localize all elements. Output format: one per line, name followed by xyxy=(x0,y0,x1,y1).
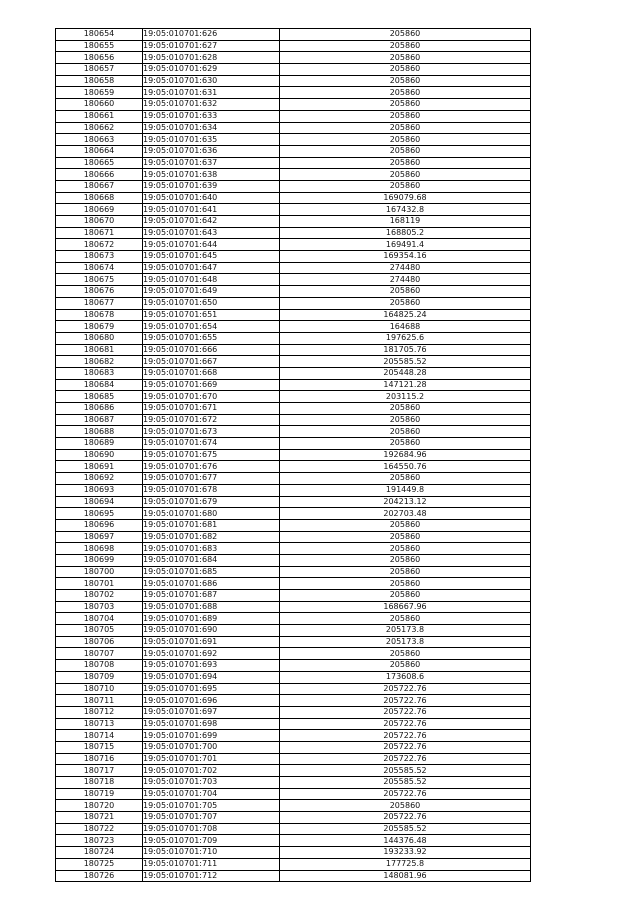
row-number-cell: 180716 xyxy=(56,753,143,765)
table-row xyxy=(56,812,531,824)
cadastral-value-cell: 205860 xyxy=(280,554,531,566)
row-number-cell: 180668 xyxy=(56,192,143,204)
cadastral-value-cell: 205860 xyxy=(280,29,531,41)
cadastral-number-cell: 19:05:010701:699 xyxy=(143,730,280,742)
table-row xyxy=(56,730,531,742)
table-row xyxy=(56,683,531,695)
cadastral-number-cell: 19:05:010701:690 xyxy=(143,625,280,637)
cadastral-number-cell: 19:05:010701:637 xyxy=(143,157,280,169)
table-row xyxy=(56,788,531,800)
cadastral-number-cell: 19:05:010701:684 xyxy=(143,554,280,566)
cadastral-value-cell: 205722.76 xyxy=(280,788,531,800)
row-number-cell: 180724 xyxy=(56,847,143,859)
cadastral-value-cell: 147121.28 xyxy=(280,379,531,391)
row-number-cell: 180672 xyxy=(56,239,143,251)
table-row xyxy=(56,835,531,847)
table-row xyxy=(56,508,531,520)
row-number-cell: 180675 xyxy=(56,274,143,286)
cadastral-value-cell: 274480 xyxy=(280,262,531,274)
row-number-cell: 180715 xyxy=(56,741,143,753)
table-row xyxy=(56,367,531,379)
cadastral-number-cell: 19:05:010701:651 xyxy=(143,309,280,321)
row-number-cell: 180680 xyxy=(56,332,143,344)
cadastral-value-cell: 205860 xyxy=(280,122,531,134)
row-number-cell: 180660 xyxy=(56,99,143,111)
row-number-cell: 180696 xyxy=(56,519,143,531)
table-row xyxy=(56,297,531,309)
table-row xyxy=(56,543,531,555)
row-number-cell: 180665 xyxy=(56,157,143,169)
table-row xyxy=(56,286,531,298)
cadastral-number-cell: 19:05:010701:700 xyxy=(143,741,280,753)
cadastral-value-cell: 164550.76 xyxy=(280,461,531,473)
cadastral-number-cell: 19:05:010701:693 xyxy=(143,660,280,672)
cadastral-value-cell: 205860 xyxy=(280,286,531,298)
row-number-cell: 180701 xyxy=(56,578,143,590)
row-number-cell: 180725 xyxy=(56,858,143,870)
table-row xyxy=(56,216,531,228)
cadastral-number-cell: 19:05:010701:707 xyxy=(143,812,280,824)
cadastral-number-cell: 19:05:010701:650 xyxy=(143,297,280,309)
cadastral-value-cell: 205860 xyxy=(280,414,531,426)
cadastral-value-cell: 205860 xyxy=(280,543,531,555)
row-number-cell: 180656 xyxy=(56,52,143,64)
cadastral-value-cell: 205860 xyxy=(280,660,531,672)
cadastral-value-cell: 205860 xyxy=(280,87,531,99)
row-number-cell: 180726 xyxy=(56,870,143,882)
table-row xyxy=(56,554,531,566)
row-number-cell: 180685 xyxy=(56,391,143,403)
cadastral-number-cell: 19:05:010701:681 xyxy=(143,519,280,531)
cadastral-number-cell: 19:05:010701:697 xyxy=(143,706,280,718)
cadastral-value-cell: 205860 xyxy=(280,473,531,485)
table-row xyxy=(56,262,531,274)
cadastral-value-cell: 205860 xyxy=(280,578,531,590)
cadastral-value-cell: 205860 xyxy=(280,52,531,64)
cadastral-value-cell: 205722.76 xyxy=(280,753,531,765)
table-row xyxy=(56,40,531,52)
cadastral-value-cell: 205173.8 xyxy=(280,636,531,648)
table-row xyxy=(56,601,531,613)
table-row xyxy=(56,741,531,753)
cadastral-number-cell: 19:05:010701:645 xyxy=(143,251,280,263)
cadastral-value-cell: 205722.76 xyxy=(280,706,531,718)
table-row xyxy=(56,531,531,543)
table-row xyxy=(56,484,531,496)
row-number-cell: 180704 xyxy=(56,613,143,625)
table-row xyxy=(56,239,531,251)
row-number-cell: 180684 xyxy=(56,379,143,391)
row-number-cell: 180690 xyxy=(56,449,143,461)
cadastral-value-cell: 173608.6 xyxy=(280,671,531,683)
row-number-cell: 180669 xyxy=(56,204,143,216)
cadastral-value-cell: 205860 xyxy=(280,64,531,76)
row-number-cell: 180695 xyxy=(56,508,143,520)
table-row xyxy=(56,227,531,239)
table-row xyxy=(56,321,531,333)
table-row xyxy=(56,578,531,590)
table-row xyxy=(56,718,531,730)
table-row xyxy=(56,274,531,286)
cadastral-number-cell: 19:05:010701:672 xyxy=(143,414,280,426)
row-number-cell: 180657 xyxy=(56,64,143,76)
cadastral-value-cell: 205448.28 xyxy=(280,367,531,379)
table-row xyxy=(56,356,531,368)
row-number-cell: 180707 xyxy=(56,648,143,660)
cadastral-number-cell: 19:05:010701:678 xyxy=(143,484,280,496)
table-row xyxy=(56,858,531,870)
cadastral-number-cell: 19:05:010701:686 xyxy=(143,578,280,590)
row-number-cell: 180694 xyxy=(56,496,143,508)
table-body xyxy=(56,29,531,882)
row-number-cell: 180682 xyxy=(56,356,143,368)
cadastral-number-cell: 19:05:010701:703 xyxy=(143,777,280,789)
cadastral-value-cell: 205860 xyxy=(280,99,531,111)
cadastral-value-cell: 203115.2 xyxy=(280,391,531,403)
cadastral-value-cell: 205585.52 xyxy=(280,356,531,368)
cadastral-number-cell: 19:05:010701:647 xyxy=(143,262,280,274)
row-number-cell: 180661 xyxy=(56,110,143,122)
cadastral-value-cell: 164825.24 xyxy=(280,309,531,321)
cadastral-number-cell: 19:05:010701:635 xyxy=(143,134,280,146)
cadastral-number-cell: 19:05:010701:708 xyxy=(143,823,280,835)
row-number-cell: 180709 xyxy=(56,671,143,683)
row-number-cell: 180676 xyxy=(56,286,143,298)
table-row xyxy=(56,414,531,426)
cadastral-number-cell: 19:05:010701:680 xyxy=(143,508,280,520)
row-number-cell: 180667 xyxy=(56,180,143,192)
row-number-cell: 180719 xyxy=(56,788,143,800)
row-number-cell: 180700 xyxy=(56,566,143,578)
row-number-cell: 180671 xyxy=(56,227,143,239)
cadastral-number-cell: 19:05:010701:692 xyxy=(143,648,280,660)
cadastral-number-cell: 19:05:010701:698 xyxy=(143,718,280,730)
cadastral-value-cell: 205585.52 xyxy=(280,777,531,789)
table-row xyxy=(56,134,531,146)
cadastral-value-cell: 205860 xyxy=(280,403,531,415)
row-number-cell: 180658 xyxy=(56,75,143,87)
cadastral-value-cell: 205722.76 xyxy=(280,730,531,742)
row-number-cell: 180711 xyxy=(56,695,143,707)
row-number-cell: 180666 xyxy=(56,169,143,181)
row-number-cell: 180673 xyxy=(56,251,143,263)
cadastral-number-cell: 19:05:010701:691 xyxy=(143,636,280,648)
cadastral-number-cell: 19:05:010701:639 xyxy=(143,180,280,192)
row-number-cell: 180720 xyxy=(56,800,143,812)
cadastral-value-cell: 205722.76 xyxy=(280,695,531,707)
row-number-cell: 180659 xyxy=(56,87,143,99)
cadastral-value-cell: 169491.4 xyxy=(280,239,531,251)
row-number-cell: 180706 xyxy=(56,636,143,648)
table-row xyxy=(56,110,531,122)
cadastral-number-cell: 19:05:010701:649 xyxy=(143,286,280,298)
table-row xyxy=(56,648,531,660)
row-number-cell: 180721 xyxy=(56,812,143,824)
cadastral-number-cell: 19:05:010701:709 xyxy=(143,835,280,847)
table-row xyxy=(56,660,531,672)
row-number-cell: 180718 xyxy=(56,777,143,789)
table-row xyxy=(56,204,531,216)
table-row xyxy=(56,870,531,882)
cadastral-value-cell: 204213.12 xyxy=(280,496,531,508)
table-row xyxy=(56,379,531,391)
cadastral-number-cell: 19:05:010701:655 xyxy=(143,332,280,344)
cadastral-value-cell: 169354.16 xyxy=(280,251,531,263)
cadastral-number-cell: 19:05:010701:694 xyxy=(143,671,280,683)
cadastral-number-cell: 19:05:010701:630 xyxy=(143,75,280,87)
cadastral-number-cell: 19:05:010701:695 xyxy=(143,683,280,695)
cadastral-value-cell: 205860 xyxy=(280,519,531,531)
row-number-cell: 180679 xyxy=(56,321,143,333)
cadastral-number-cell: 19:05:010701:629 xyxy=(143,64,280,76)
row-number-cell: 180677 xyxy=(56,297,143,309)
cadastral-number-cell: 19:05:010701:669 xyxy=(143,379,280,391)
cadastral-value-cell: 167432.8 xyxy=(280,204,531,216)
table-row xyxy=(56,765,531,777)
row-number-cell: 180683 xyxy=(56,367,143,379)
cadastral-number-cell: 19:05:010701:682 xyxy=(143,531,280,543)
cadastral-number-cell: 19:05:010701:710 xyxy=(143,847,280,859)
table-row xyxy=(56,473,531,485)
table-row xyxy=(56,344,531,356)
row-number-cell: 180687 xyxy=(56,414,143,426)
cadastral-number-cell: 19:05:010701:636 xyxy=(143,145,280,157)
table-row xyxy=(56,753,531,765)
table-row xyxy=(56,695,531,707)
table-row xyxy=(56,449,531,461)
table-row xyxy=(56,75,531,87)
table-row xyxy=(56,613,531,625)
cadastral-value-cell: 205860 xyxy=(280,531,531,543)
cadastral-number-cell: 19:05:010701:644 xyxy=(143,239,280,251)
cadastral-value-cell: 205173.8 xyxy=(280,625,531,637)
cadastral-value-cell: 191449.8 xyxy=(280,484,531,496)
cadastral-value-cell: 205860 xyxy=(280,590,531,602)
cadastral-number-cell: 19:05:010701:683 xyxy=(143,543,280,555)
cadastral-value-cell: 205860 xyxy=(280,648,531,660)
cadastral-value-cell: 192684.96 xyxy=(280,449,531,461)
cadastral-number-cell: 19:05:010701:674 xyxy=(143,438,280,450)
cadastral-value-cell: 148081.96 xyxy=(280,870,531,882)
table-row xyxy=(56,496,531,508)
cadastral-value-table xyxy=(55,28,531,882)
table-row xyxy=(56,169,531,181)
row-number-cell: 180703 xyxy=(56,601,143,613)
cadastral-number-cell: 19:05:010701:675 xyxy=(143,449,280,461)
cadastral-number-cell: 19:05:010701:628 xyxy=(143,52,280,64)
table-row xyxy=(56,122,531,134)
cadastral-number-cell: 19:05:010701:642 xyxy=(143,216,280,228)
row-number-cell: 180689 xyxy=(56,438,143,450)
cadastral-number-cell: 19:05:010701:687 xyxy=(143,590,280,602)
row-number-cell: 180702 xyxy=(56,590,143,602)
table-row xyxy=(56,391,531,403)
table-row xyxy=(56,180,531,192)
cadastral-value-cell: 205860 xyxy=(280,145,531,157)
cadastral-value-cell: 205860 xyxy=(280,157,531,169)
cadastral-number-cell: 19:05:010701:627 xyxy=(143,40,280,52)
cadastral-value-cell: 205860 xyxy=(280,169,531,181)
table-row xyxy=(56,706,531,718)
row-number-cell: 180699 xyxy=(56,554,143,566)
table-row xyxy=(56,52,531,64)
row-number-cell: 180692 xyxy=(56,473,143,485)
cadastral-number-cell: 19:05:010701:626 xyxy=(143,29,280,41)
table-row xyxy=(56,426,531,438)
cadastral-number-cell: 19:05:010701:666 xyxy=(143,344,280,356)
cadastral-number-cell: 19:05:010701:632 xyxy=(143,99,280,111)
table-row xyxy=(56,64,531,76)
row-number-cell: 180705 xyxy=(56,625,143,637)
row-number-cell: 180654 xyxy=(56,29,143,41)
table-row xyxy=(56,461,531,473)
row-number-cell: 180722 xyxy=(56,823,143,835)
cadastral-value-cell: 205860 xyxy=(280,613,531,625)
cadastral-value-cell: 205585.52 xyxy=(280,823,531,835)
cadastral-number-cell: 19:05:010701:640 xyxy=(143,192,280,204)
row-number-cell: 180670 xyxy=(56,216,143,228)
table-row xyxy=(56,157,531,169)
cadastral-number-cell: 19:05:010701:679 xyxy=(143,496,280,508)
cadastral-number-cell: 19:05:010701:685 xyxy=(143,566,280,578)
cadastral-value-cell: 193233.92 xyxy=(280,847,531,859)
cadastral-number-cell: 19:05:010701:671 xyxy=(143,403,280,415)
cadastral-number-cell: 19:05:010701:667 xyxy=(143,356,280,368)
table-row xyxy=(56,403,531,415)
cadastral-number-cell: 19:05:010701:638 xyxy=(143,169,280,181)
cadastral-value-cell: 205860 xyxy=(280,180,531,192)
table-row xyxy=(56,332,531,344)
row-number-cell: 180723 xyxy=(56,835,143,847)
cadastral-number-cell: 19:05:010701:634 xyxy=(143,122,280,134)
row-number-cell: 180712 xyxy=(56,706,143,718)
cadastral-number-cell: 19:05:010701:704 xyxy=(143,788,280,800)
cadastral-number-cell: 19:05:010701:711 xyxy=(143,858,280,870)
cadastral-number-cell: 19:05:010701:641 xyxy=(143,204,280,216)
row-number-cell: 180678 xyxy=(56,309,143,321)
row-number-cell: 180717 xyxy=(56,765,143,777)
cadastral-number-cell: 19:05:010701:673 xyxy=(143,426,280,438)
cadastral-value-cell: 205860 xyxy=(280,134,531,146)
table-row xyxy=(56,566,531,578)
cadastral-number-cell: 19:05:010701:701 xyxy=(143,753,280,765)
cadastral-number-cell: 19:05:010701:654 xyxy=(143,321,280,333)
table-row xyxy=(56,29,531,41)
cadastral-number-cell: 19:05:010701:677 xyxy=(143,473,280,485)
cadastral-number-cell: 19:05:010701:689 xyxy=(143,613,280,625)
cadastral-value-cell: 144376.48 xyxy=(280,835,531,847)
row-number-cell: 180655 xyxy=(56,40,143,52)
cadastral-number-cell: 19:05:010701:631 xyxy=(143,87,280,99)
row-number-cell: 180698 xyxy=(56,543,143,555)
cadastral-value-cell: 205585.52 xyxy=(280,765,531,777)
cadastral-value-cell: 205860 xyxy=(280,426,531,438)
table-row xyxy=(56,192,531,204)
cadastral-value-cell: 205722.76 xyxy=(280,741,531,753)
cadastral-value-cell: 168805.2 xyxy=(280,227,531,239)
table-row xyxy=(56,590,531,602)
cadastral-value-cell: 205722.76 xyxy=(280,812,531,824)
cadastral-value-cell: 205860 xyxy=(280,438,531,450)
table-row xyxy=(56,777,531,789)
cadastral-number-cell: 19:05:010701:688 xyxy=(143,601,280,613)
row-number-cell: 180663 xyxy=(56,134,143,146)
cadastral-value-cell: 197625.6 xyxy=(280,332,531,344)
cadastral-number-cell: 19:05:010701:643 xyxy=(143,227,280,239)
cadastral-value-cell: 205860 xyxy=(280,110,531,122)
table-row xyxy=(56,438,531,450)
row-number-cell: 180708 xyxy=(56,660,143,672)
row-number-cell: 180662 xyxy=(56,122,143,134)
cadastral-value-cell: 169079.68 xyxy=(280,192,531,204)
cadastral-value-cell: 205860 xyxy=(280,75,531,87)
row-number-cell: 180713 xyxy=(56,718,143,730)
table-row xyxy=(56,671,531,683)
row-number-cell: 180688 xyxy=(56,426,143,438)
cadastral-value-cell: 177725.8 xyxy=(280,858,531,870)
table-row xyxy=(56,823,531,835)
table-row xyxy=(56,800,531,812)
cadastral-value-cell: 181705.76 xyxy=(280,344,531,356)
cadastral-number-cell: 19:05:010701:633 xyxy=(143,110,280,122)
cadastral-number-cell: 19:05:010701:670 xyxy=(143,391,280,403)
row-number-cell: 180691 xyxy=(56,461,143,473)
row-number-cell: 180697 xyxy=(56,531,143,543)
table-row xyxy=(56,636,531,648)
table-row xyxy=(56,519,531,531)
cadastral-number-cell: 19:05:010701:705 xyxy=(143,800,280,812)
cadastral-number-cell: 19:05:010701:696 xyxy=(143,695,280,707)
cadastral-value-cell: 205722.76 xyxy=(280,683,531,695)
cadastral-value-cell: 205860 xyxy=(280,40,531,52)
cadastral-value-cell: 205860 xyxy=(280,297,531,309)
cadastral-value-cell: 205722.76 xyxy=(280,718,531,730)
cadastral-value-cell: 202703.48 xyxy=(280,508,531,520)
table-row xyxy=(56,87,531,99)
cadastral-value-cell: 164688 xyxy=(280,321,531,333)
table-row xyxy=(56,847,531,859)
cadastral-number-cell: 19:05:010701:648 xyxy=(143,274,280,286)
row-number-cell: 180686 xyxy=(56,403,143,415)
row-number-cell: 180693 xyxy=(56,484,143,496)
cadastral-value-cell: 168667.96 xyxy=(280,601,531,613)
cadastral-number-cell: 19:05:010701:712 xyxy=(143,870,280,882)
cadastral-value-cell: 274480 xyxy=(280,274,531,286)
cadastral-number-cell: 19:05:010701:702 xyxy=(143,765,280,777)
table-row xyxy=(56,625,531,637)
row-number-cell: 180681 xyxy=(56,344,143,356)
row-number-cell: 180714 xyxy=(56,730,143,742)
row-number-cell: 180674 xyxy=(56,262,143,274)
cadastral-value-cell: 168119 xyxy=(280,216,531,228)
cadastral-number-cell: 19:05:010701:668 xyxy=(143,367,280,379)
table-row xyxy=(56,99,531,111)
cadastral-value-cell: 205860 xyxy=(280,800,531,812)
row-number-cell: 180710 xyxy=(56,683,143,695)
table-row xyxy=(56,309,531,321)
cadastral-number-cell: 19:05:010701:676 xyxy=(143,461,280,473)
table-row xyxy=(56,145,531,157)
table-row xyxy=(56,251,531,263)
cadastral-value-cell: 205860 xyxy=(280,566,531,578)
row-number-cell: 180664 xyxy=(56,145,143,157)
